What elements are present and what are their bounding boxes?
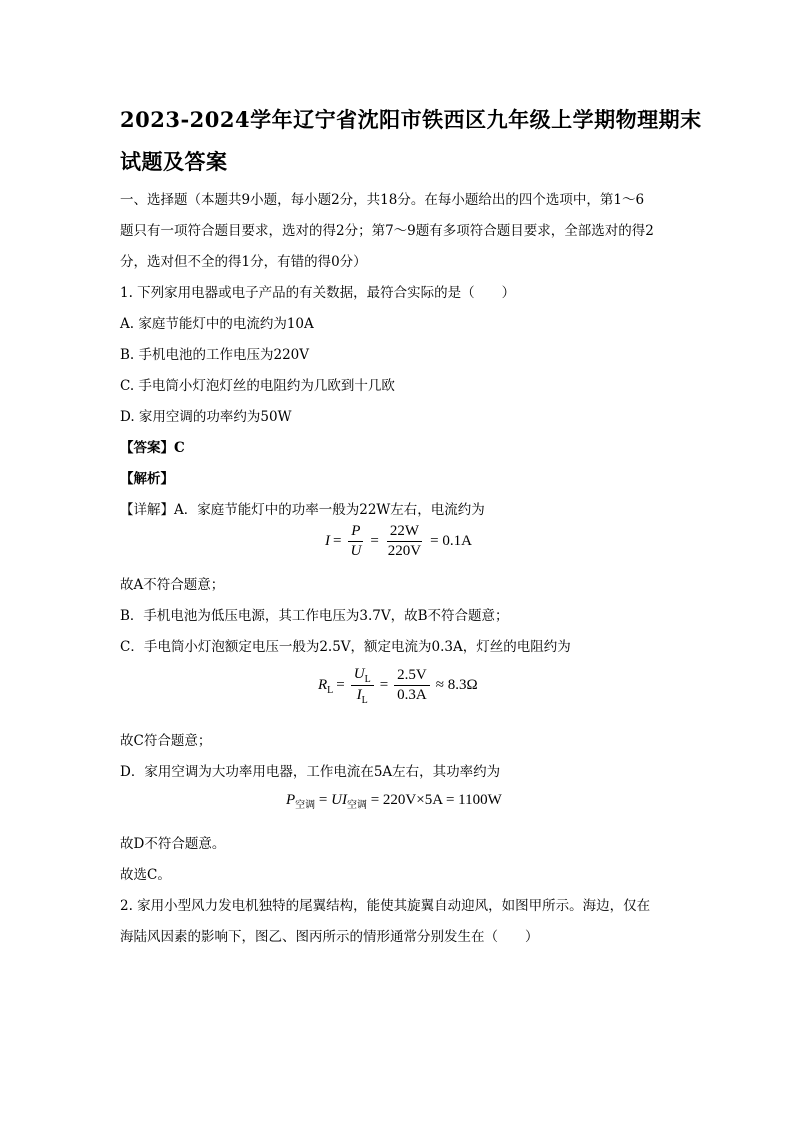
formula-2-fraction-ui [351, 665, 374, 706]
question-2-stem-line-1: 2. 家用小型风力发电机独特的尾翼结构，能使其旋翼自动迎风，如图甲所示。海边，仅在 [120, 898, 651, 914]
formula-3-mid: $UI_{空调}$ [331, 792, 367, 811]
final-choice: 故选C。 [120, 867, 171, 883]
formula-current [325, 522, 472, 561]
formula-1-result: = 0.1A [430, 533, 472, 549]
detail-d-text: D．家用空调为大功率用电器，工作电流在5A左右，其功率约为 [120, 764, 501, 780]
answer-label: 【答案】C [120, 440, 185, 456]
formula-1-fraction-values [385, 522, 424, 561]
conclusion-c: 故C符合题意； [120, 733, 212, 749]
formula-1-numerator-2: 22W [387, 522, 422, 542]
formula-3-lhs: $P_{空调}$ [286, 792, 316, 811]
formula-2-denominator-1: $I_L$ [356, 687, 368, 706]
detail-b-text: B．手机电池为低压电源，其工作电压为3.7V，故B不符合题意； [120, 608, 509, 624]
formula-2-eq2: = [379, 677, 389, 693]
question-1-option-c: C. 手电筒小灯泡灯丝的电阻约为几欧到十几欧 [120, 378, 395, 394]
formula-2-result: ≈ 8.3Ω [435, 677, 478, 693]
formula-1-lhs: I [325, 533, 330, 549]
formula-1-denominator-1: U [350, 543, 362, 559]
formula-2-numerator-2: 2.5V [394, 666, 430, 686]
formula-1-denominator-2: 220V [387, 543, 422, 559]
detail-a-text: 【详解】A．家庭节能灯中的功率一般为22W左右，电流约为 [120, 502, 485, 518]
formula-2-eq1: = [336, 677, 345, 693]
question-1-option-a: A. 家庭节能灯中的电流约为10A [120, 316, 314, 332]
document-title-line-2: 试题及答案 [120, 149, 228, 174]
formula-2-numerator-1: $U_L$ [351, 665, 374, 686]
conclusion-d: 故D不符合题意。 [120, 836, 226, 852]
formula-resistance [318, 665, 478, 706]
question-1-stem: 1. 下列家用电器或电子产品的有关数据，最符合实际的是（ ） [120, 285, 516, 301]
conclusion-a: 故A不符合题意； [120, 577, 225, 593]
question-1-option-b: B. 手机电池的工作电压为220V [120, 347, 310, 363]
detail-c-text: C．手电筒小灯泡额定电压一般为2.5V，额定电流为0.3A，灯丝的电阻约为 [120, 639, 571, 655]
formula-2-fraction-values [394, 666, 430, 705]
section-instructions-line-2: 题只有一项符合题目要求，选对的得2分；第7～9题有多项符合题目要求，全部选对的得2 [120, 223, 654, 239]
formula-1-fraction-pu [347, 522, 364, 561]
formula-2-lhs: $R_L$ [318, 677, 334, 696]
formula-1-numerator-1: P [348, 522, 363, 542]
formula-1-eq2: = [370, 533, 379, 549]
section-instructions-line-3: 分，选对但不全的得1分，有错的得0分） [120, 254, 367, 270]
analysis-label: 【解析】 [120, 471, 174, 487]
formula-2-denominator-2: 0.3A [397, 687, 427, 703]
question-2-stem-line-2: 海陆风因素的影响下，图乙、图丙所示的情形通常分别发生在（ ） [120, 929, 539, 945]
formula-power [286, 792, 502, 809]
section-instructions-line-1: 一、选择题（本题共9小题，每小题2分，共18分。在每小题给出的四个选项中，第1～6 [120, 192, 645, 208]
question-1-option-d: D. 家用空调的功率约为50W [120, 409, 292, 425]
formula-3-result: = 220V×5A = 1100W [366, 792, 502, 808]
document-title-line-1: 2023-2024学年辽宁省沈阳市铁西区九年级上学期物理期末 [120, 107, 702, 132]
formula-1-eq1: = [333, 533, 342, 549]
formula-3-eq1: = [315, 792, 332, 808]
